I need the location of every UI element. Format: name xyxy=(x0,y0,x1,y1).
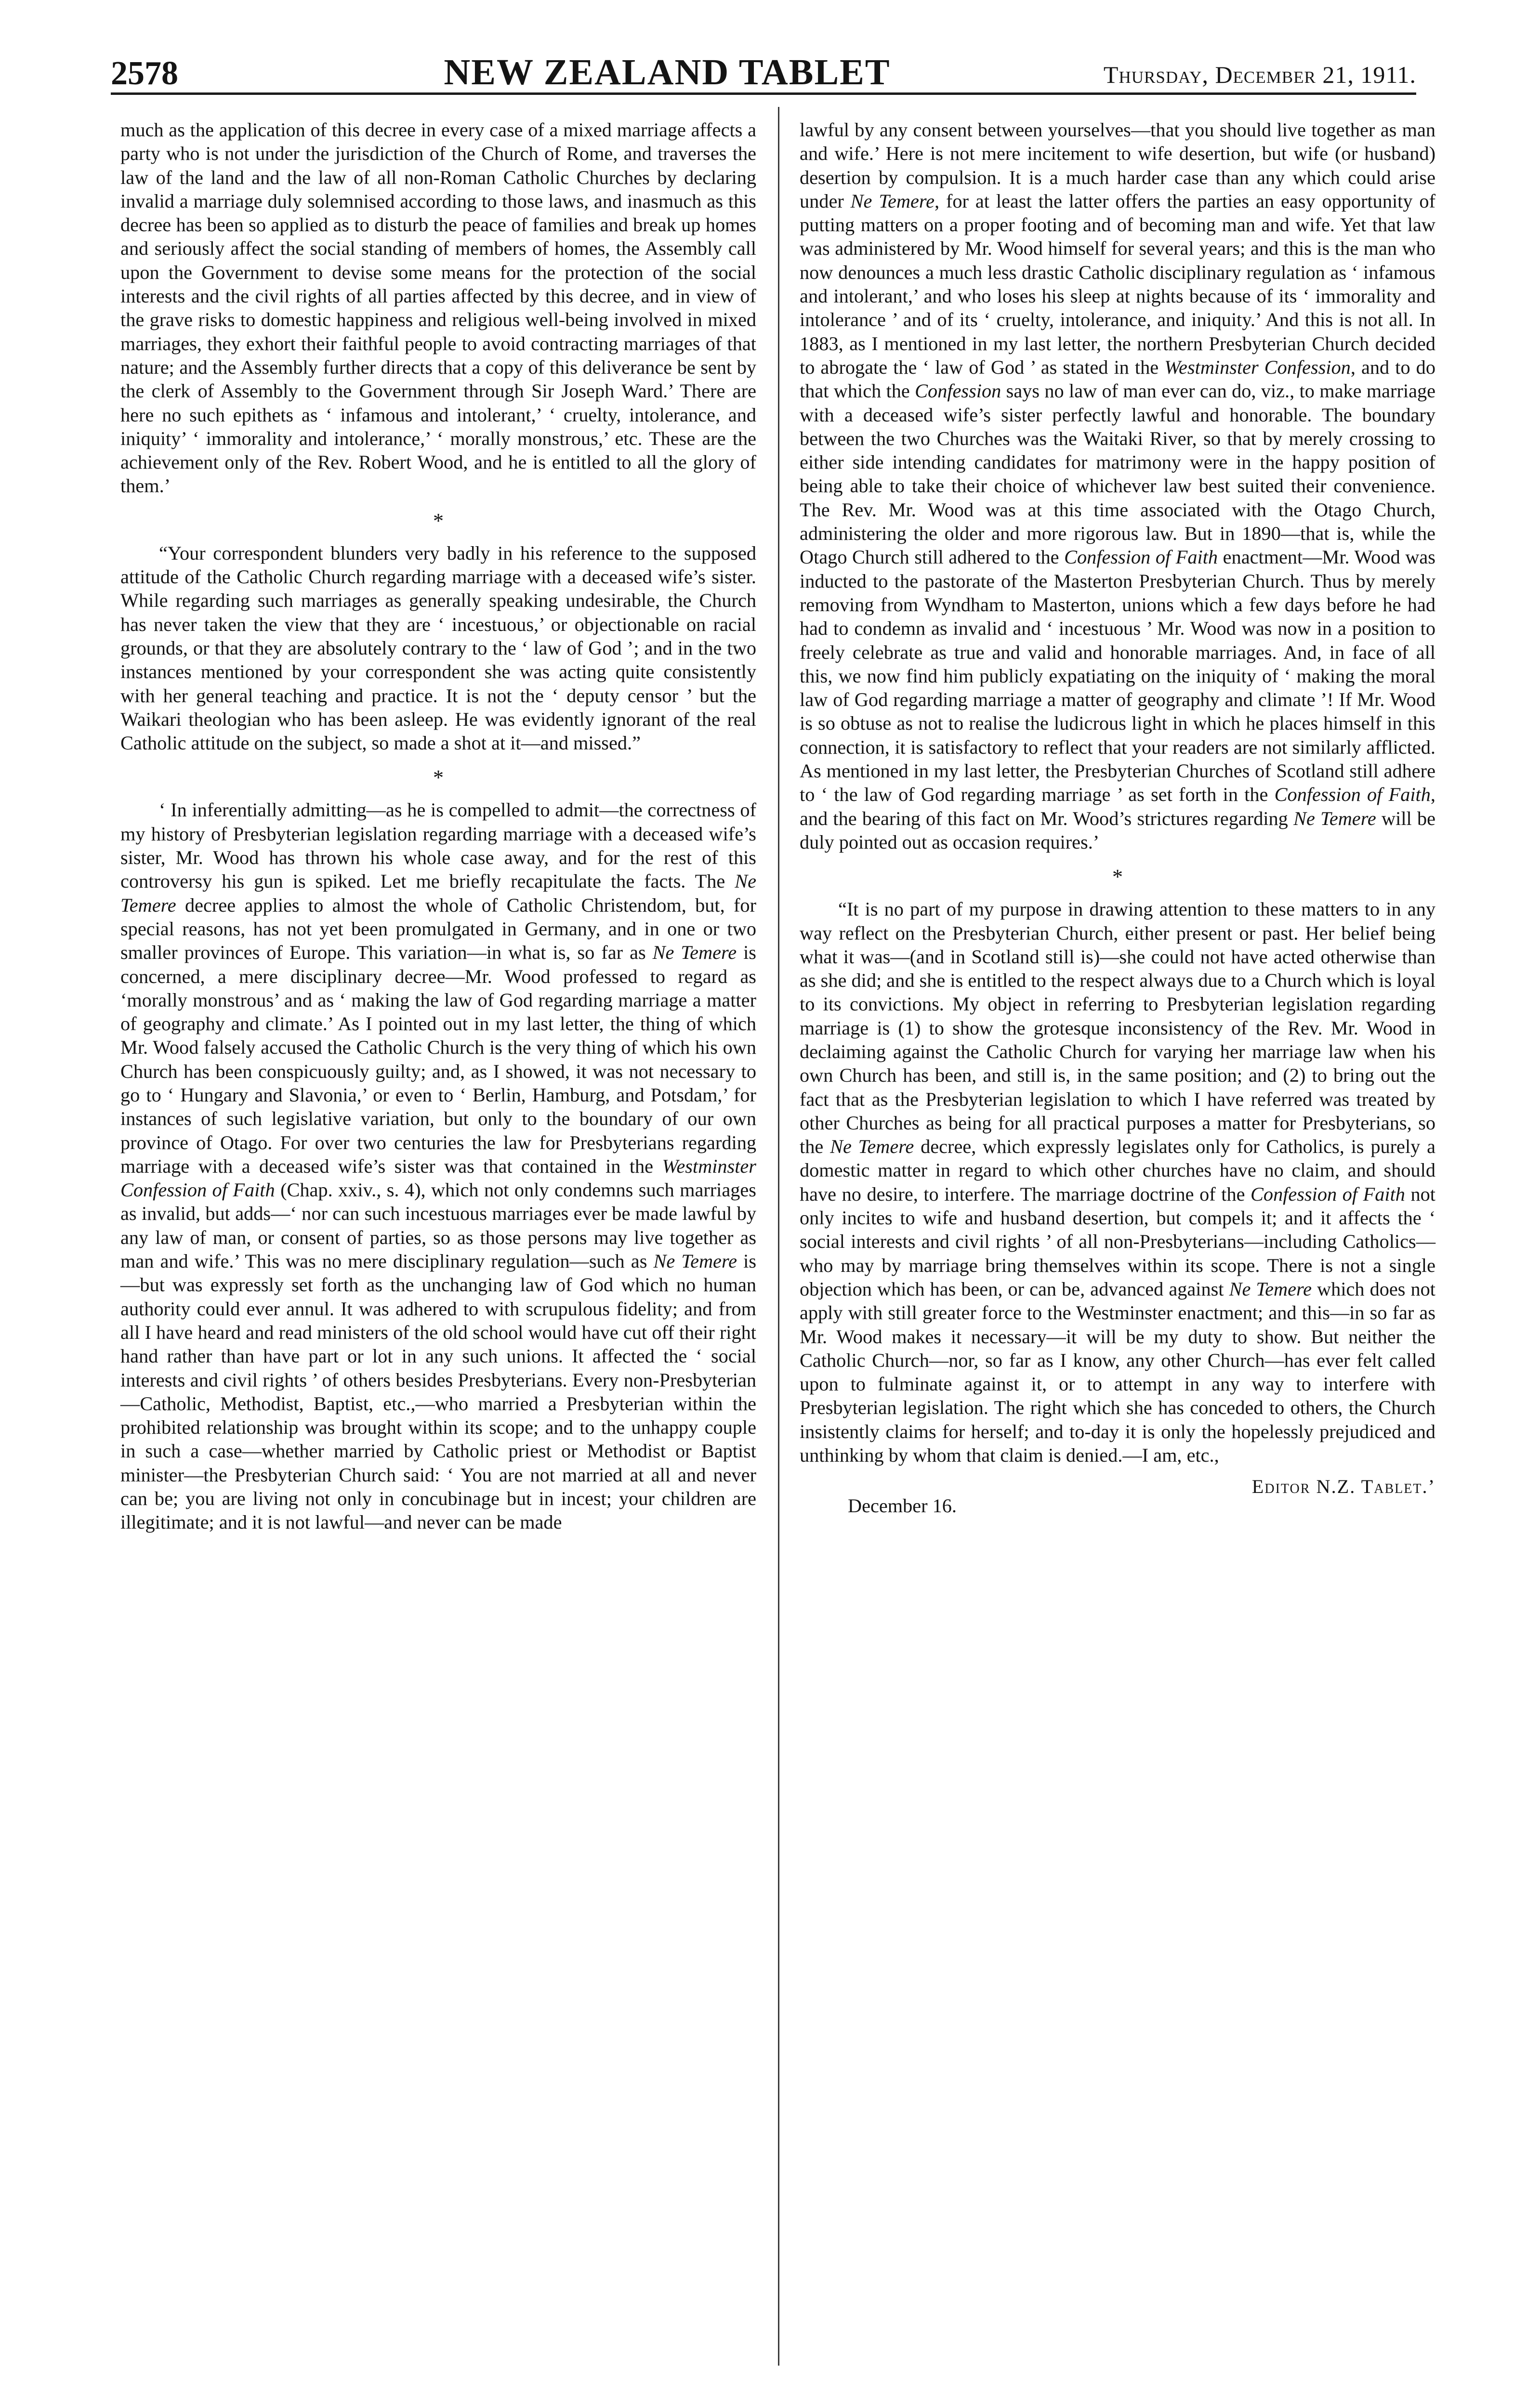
body-paragraph xyxy=(120,541,756,755)
paragraph-text: (Chap. xxiv., s. 4), which not only condemns such marriages as invalid, but adds—‘ nor can such incestuous marriages ever be made lawful by any law of man, or consent of parties, so as those persons may live together as man and wife.’ This was no mere disciplinary regulation—such as xyxy=(120,1179,756,1272)
paragraph-text: “Your correspondent blunders very badly in his reference to the supposed attitude of the Catholic Church regarding marriage with a deceased wife’s sister. While regarding such marriages as generally speaking undesirable, the Church has never taken the view that they are ‘ incestuous,’ or objectionable on racial grounds, or that they are absolutely contrary to the ‘ law of God ’; and in the two instances mentioned by your correspondent she was acting quite consistently with her general teaching and practice. It is not the ‘ deputy censor ’ but the Waikari theologian who has been asleep. He was evidently ignorant of the real Catholic attitude on the subject, so made a shot at it—and missed.” xyxy=(120,542,756,754)
body-paragraph xyxy=(800,118,1435,854)
paragraph-text: much as the application of this decree in every case of a mixed marriage affects a party who is not under the jurisdiction of the Church of Rome, and traverses the law of the land and the law of all non-Roman Catholic Churches by declaring invalid a marriage duly solemnised according to those laws, and inasmuch as this decree has been so applied as to disturb the peace of families and break up homes and seriously affect the social standing of members of homes, the Assembly call upon the Government to devise some means for the protection of the social interests and the civil rights of all parties affected by this decree, and in view of the grave risks to domestic happiness and religious well-being involved in mixed marriages, they exhort their faithful people to avoid contracting marriages of that nature; and the Assembly further directs that a copy of this deliverance be sent by the clerk of Assembly to the Government through Sir Joseph Ward.’ There are here no such epithets as ‘ infamous and intolerant,’ ‘ cruelty, intolerance, and iniquity’ ‘ immorality and intolerance,’ ‘ morally monstrous,’ etc. These are the achievement only of the Rev. Robert Wood, and he is entitled to all the glory of them.’ xyxy=(120,119,756,497)
paragraph-text: decree, which expressly legislates only for Catholics, is purely a domestic matter in regard to which other churches have no claim, and should have no desire, to interfere. The marriage doctrine of the xyxy=(800,1136,1435,1205)
paragraph-text: not only incites to wife and husband desertion, but compels it; and it affects the ‘ social interests and civil rights ’ of all non-Presbyterians—including Catholics—who may by marriage bring themselves within its scope. There is not a single objection which has been, or can be, advanced against xyxy=(800,1183,1435,1300)
section-separator-asterisk: * xyxy=(433,766,444,790)
paragraph-text: will be duly pointed out as occasion requires.’ xyxy=(800,807,1435,853)
paragraph-text: lawful by any consent between yourselves—that you should live together as man and wife.’ Here is not mere incitement to wife desertion, but wife (or husband) desertion by compulsion. It is a much harder case than any which could arise under xyxy=(800,119,1435,212)
paragraph-text: , and to do that which the xyxy=(800,356,1435,402)
italic-title-text: Confession of Faith xyxy=(1251,1183,1405,1205)
italic-title-text: Ne Temere xyxy=(653,1250,737,1272)
page-number: 2578 xyxy=(111,55,178,92)
italic-title-text: Ne Temere xyxy=(652,942,737,964)
paragraph-text: says no law of man ever can do, viz., to make marriage with a deceased wife’s sister perfectly lawful and honorable. The boundary between the two Churches was the Waitaki River, so that by merely crossing to either side intending candidates for matrimony were in the happy position of being able to take their choice of whichever law best suited their convenience. The Rev. Mr. Wood was at this time associated with the Otago Church, administering the older and more rigorous law. But in 1890—that is, while the Otago Church still adhered to the xyxy=(800,380,1436,568)
italic-title-text: Confession of Faith xyxy=(1274,784,1431,806)
letter-closing xyxy=(800,1475,1435,1528)
italic-title-text: Ne Temere xyxy=(830,1136,914,1158)
body-paragraph xyxy=(120,798,756,1534)
editor-signature: Editor N.Z. Tablet.’ xyxy=(1251,1476,1435,1498)
body-paragraph xyxy=(120,118,756,498)
column-rule xyxy=(778,107,779,2366)
issue-dateline: Thursday, December 21, 1911. xyxy=(1103,61,1416,88)
masthead-title: NEW ZEALAND TABLET xyxy=(444,52,891,92)
italic-title-text: Confession xyxy=(915,380,1001,402)
italic-title-text: Westminster Confession xyxy=(1164,356,1351,378)
paragraph-text: “It is no part of my purpose in drawing attention to these matters to in any way reflect on the Presbyterian Church, either present or past. Her belief being what it was—(and in Scotland still is)—she could not have acted otherwise than as she did; and she is entitled to the respect always due to a Church which is loyal to its convictions. My object in referring to Presbyterian legislation regarding marriage is (1) to show the grotesque inconsistency of the Rev. Mr. Wood in declaiming against the Catholic Church for varying her marriage law when his own Church has been, and still is, in the same position; and (2) to bring out the fact that as the Presbyterian legislation to which I have referred was treated by other Churches as being for all practical purposes a matter for Presbyterians, so the xyxy=(800,898,1435,1158)
left-column xyxy=(120,118,756,1534)
paragraph-text: which does not apply with still greater force to the Westminster enactment; and this—in so far as Mr. Wood makes it necessary—it will be my duty to show. But neither the Catholic Church—nor, so far as I know, any other Church—has ever felt called upon to fulminate against it, or to attempt in any way to interfere with Presbyterian legislation. The right which she has conceded to others, the Church insistently claims for herself; and to-day it is only the hopelessly prejudiced and unthinking by whom that claim is denied.—I am, etc., xyxy=(800,1278,1435,1466)
paragraph-text: enactment—Mr. Wood was inducted to the pastorate of the Masterton Presbyterian Church. Thus by merely removing from Wyndham to Masterton, unions which a few days before he had had to condemn as invalid and ‘ incestuous ’ Mr. Wood was now in a position to freely celebrate as true and valid and honorable marriages. And, in face of all this, we now find him publicly expatiating on the iniquity of ‘ making the moral law of God regarding marriage a matter of geography and climate ’! If Mr. Wood is so obtuse as not to realise the ludicrous light in which he places himself in this connection, it is satisfactory to reflect that your readers are not similarly afflicted. As mentioned in my last letter, the Presbyterian Churches of Scotland still adhere to ‘ the law of God regarding marriage ’ as set forth in the xyxy=(800,546,1435,806)
italic-title-text: Confession of Faith xyxy=(1064,546,1218,568)
paragraph-text: is concerned, a mere disciplinary decree—Mr. Wood professed to regard as ‘morally monstrous’ and as ‘ making the law of God regarding marriage a matter of geography and climate.’ As I pointed out in my last letter, the thing of which Mr. Wood falsely accused the Catholic Church is the very thing of which his own Church has been conspicuously guilty; and, as I showed, it was not necessary to go to ‘ Hungary and Slavonia,’ or even to ‘ Berlin, Hamburg, and Potsdam,’ for instances of such legislative variation, but only to the boundary of our own province of Otago. For over two centuries the law for Presbyterians regarding marriage with a deceased wife’s sister was that contained in the xyxy=(120,942,756,1177)
paragraph-text: is—but was expressly set forth as the unchanging law of God which no human authority could ever annul. It was adhered to with scrupulous fidelity; and from all I have heard and read ministers of the old school would have cut off their right hand rather than have part or lot in any such unions. It affected the ‘ social interests and civil rights ’ of others besides Presbyterians. Every non-Presbyterian—Catholic, Methodist, Baptist, etc.,—who married a Presbyterian within the prohibited relationship was brought within its scope; and to the unhappy couple in such a case—whether married by Catholic priest or Methodist or Baptist minister—the Presbyterian Church said: ‘ You are not married at all and never can be; you are living not only in concubinage but in incest; your children are illegitimate; and it is not lawful—and never can be made xyxy=(120,1250,756,1533)
italic-title-text: Ne Temere xyxy=(1293,807,1376,829)
page-header xyxy=(111,39,1416,95)
italic-title-text: Ne Temere xyxy=(120,870,756,916)
paragraph-text: ‘ In inferentially admitting—as he is compelled to admit—the correctness of my history of Presbyterian legislation regarding marriage with a deceased wife’s sister, Mr. Wood has thrown his whole case away, and for the rest of this controversy his gun is spiked. Let me briefly recapitulate the facts. The xyxy=(120,799,756,892)
right-column xyxy=(800,118,1435,1528)
italic-title-text: Ne Temere xyxy=(1229,1278,1312,1300)
paragraph-text: decree applies to almost the whole of Catholic Christendom, but, for special reasons, has not yet been promulgated in Germany, and in one or two smaller provinces of Europe. This variation—in what is, so far as xyxy=(120,894,756,964)
italic-title-text: Ne Temere xyxy=(850,190,935,212)
letter-date: December 16. xyxy=(848,1495,957,1517)
body-paragraph xyxy=(800,897,1435,1467)
paragraph-text: , for at least the latter offers the parties an easy opportunity of putting matters on a proper footing and of becoming man and wife. Yet that law was administered by Mr. Wood himself for several years; and this is the man who now denounces a much less drastic Catholic disciplinary regulation as ‘ infamous and intolerant,’ and who loses his sleep at nights because of its ‘ immorality and intolerance ’ and of its ‘ cruelty, intolerance, and iniquity.’ And this is not all. In 1883, as I mentioned in my last letter, the northern Presbyterian Church decided to abrogate the ‘ law of God ’ as stated in the xyxy=(800,190,1435,378)
paragraph-text: , and the bearing of this fact on Mr. Wood’s strictures regarding xyxy=(800,784,1435,829)
italic-title-text: Westminster Confession of Faith xyxy=(120,1155,756,1201)
section-separator-asterisk: * xyxy=(1112,865,1123,889)
section-separator-asterisk: * xyxy=(433,509,444,533)
